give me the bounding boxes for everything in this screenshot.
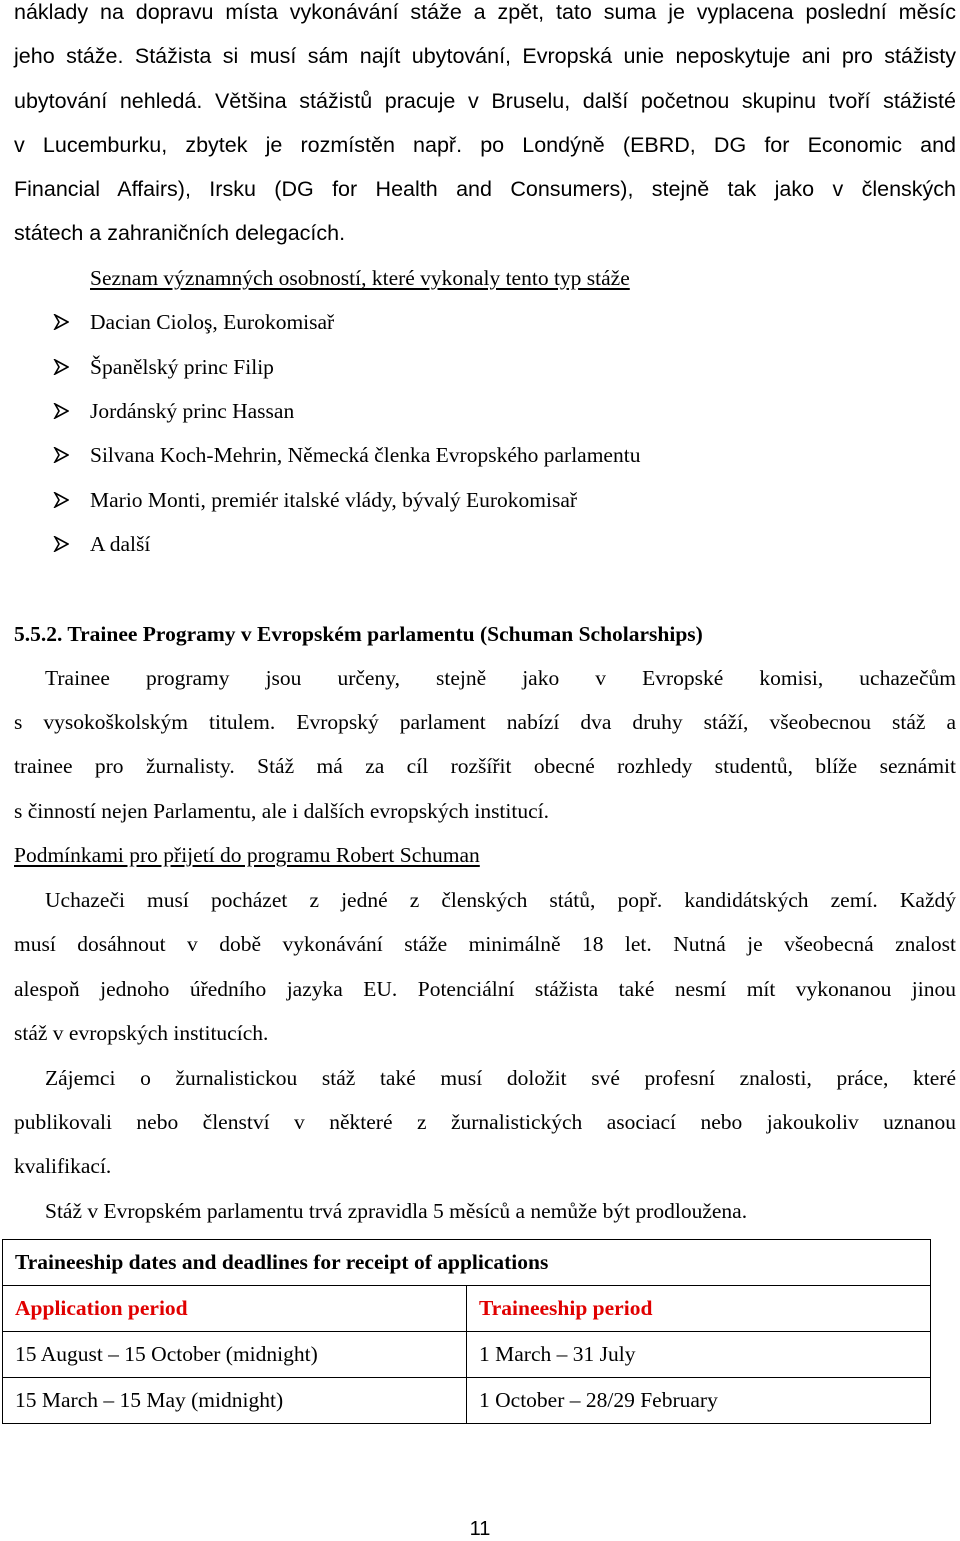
- table-row: [3, 1332, 931, 1378]
- list-item-text: Silvana Koch-Mehrin, Německá členka Evropského parlamentu: [90, 443, 641, 467]
- list-item: [53, 486, 577, 514]
- p3-line-2: publikovali nebo členství v některé z žurnalistických asociací nebo jakoukoliv uznanou: [14, 1110, 956, 1134]
- list-item-text: Španělský princ Filip: [90, 355, 274, 379]
- page-number: 11: [469, 1518, 491, 1540]
- list-item: [53, 353, 274, 381]
- intro-line-5: Financial Affairs), Irsku (DG for Health and Consumers), stejně tak jako v členských: [14, 177, 956, 201]
- arrow-bullet-icon: [53, 486, 90, 515]
- list-item: [53, 530, 150, 558]
- list-item-text: A další: [90, 532, 151, 556]
- arrow-bullet-icon: [53, 397, 90, 426]
- p2-line-4: stáž v evropských institucích.: [14, 1021, 269, 1045]
- list-item-text: Dacian Cioloş, Eurokomisař: [90, 310, 335, 334]
- arrow-bullet-icon: [53, 441, 90, 470]
- intro-line-2: jeho stáže. Stážista si musí sám najít ubytování, Evropská unie neposkytuje ani pro stážisty: [14, 44, 956, 68]
- table-cell: 1 October – 28/29 February: [467, 1378, 931, 1424]
- table-cell: 15 August – 15 October (midnight): [3, 1332, 467, 1378]
- table-title-row: [3, 1240, 931, 1286]
- p4-line-1: Stáž v Evropském parlamentu trvá zpravidla 5 měsíců a nemůže být prodloužena.: [45, 1199, 748, 1223]
- p1-line-4: s činností nejen Parlamentu, ale i dalších evropských institucí.: [14, 799, 549, 823]
- section-heading: 5.5.2. Trainee Programy v Evropském parlamentu (Schuman Scholarships): [14, 622, 703, 646]
- p2-line-3: alespoň jednoho úředního jazyka EU. Potenciální stážista také nesmí mít vykonanou jinou: [14, 977, 956, 1001]
- table-cell: 15 March – 15 May (midnight): [3, 1378, 467, 1424]
- p3-line-3: kvalifikací.: [14, 1154, 112, 1178]
- table-row: [3, 1378, 931, 1424]
- list-item-text: Jordánský princ Hassan: [90, 399, 295, 423]
- p1-line-1: Trainee programy jsou určeny, stejně jako v Evropské komisi, uchazečům: [45, 666, 956, 690]
- intro-line-3: ubytování nehledá. Většina stážistů pracuje v Bruselu, další početnou skupinu tvoří stážisté: [14, 89, 956, 113]
- arrow-bullet-icon: [53, 530, 90, 559]
- p1-line-3: trainee pro žurnalisty. Stáž má za cíl rozšířit obecné rozhledy studentů, blíže seznámit: [14, 754, 956, 778]
- p2-line-1: Uchazeči musí pocházet z jedné z členských států, popř. kandidátských zemí. Každý: [45, 888, 956, 912]
- list-item: [53, 308, 334, 336]
- table-header-row: [3, 1286, 931, 1332]
- p1-line-2: s vysokoškolským titulem. Evropský parlament nabízí dva druhy stáží, všeobecnou stáž a: [14, 710, 956, 734]
- intro-line-1: náklady na dopravu místa vykonávání stáže a zpět, tato suma je vyplacena poslední měsíc: [14, 0, 956, 24]
- intro-line-6: státech a zahraničních delegacích.: [14, 221, 346, 245]
- list-title: Seznam významných osobností, které vykonaly tento typ stáže: [90, 266, 630, 290]
- subheading: Podmínkami pro přijetí do programu Robert Schuman: [14, 843, 480, 867]
- arrow-bullet-icon: [53, 308, 90, 337]
- column-header-application: Application period: [3, 1286, 467, 1332]
- p3-line-1: Zájemci o žurnalistickou stáž také musí doložit své profesní znalosti, práce, které: [45, 1066, 956, 1090]
- table-title: Traineeship dates and deadlines for receipt of applications: [3, 1240, 931, 1286]
- list-item: [53, 441, 640, 469]
- traineeship-dates-table: [2, 1239, 931, 1424]
- table-cell: 1 March – 31 July: [467, 1332, 931, 1378]
- list-item-text: Mario Monti, premiér italské vlády, bývalý Eurokomisař: [90, 488, 578, 512]
- list-item: [53, 397, 294, 425]
- intro-line-4: v Lucemburku, zbytek je rozmístěn např. po Londýně (EBRD, DG for Economic and: [14, 133, 956, 157]
- arrow-bullet-icon: [53, 353, 90, 382]
- column-header-traineeship: Traineeship period: [467, 1286, 931, 1332]
- p2-line-2: musí dosáhnout v době vykonávání stáže minimálně 18 let. Nutná je všeobecná znalost: [14, 932, 956, 956]
